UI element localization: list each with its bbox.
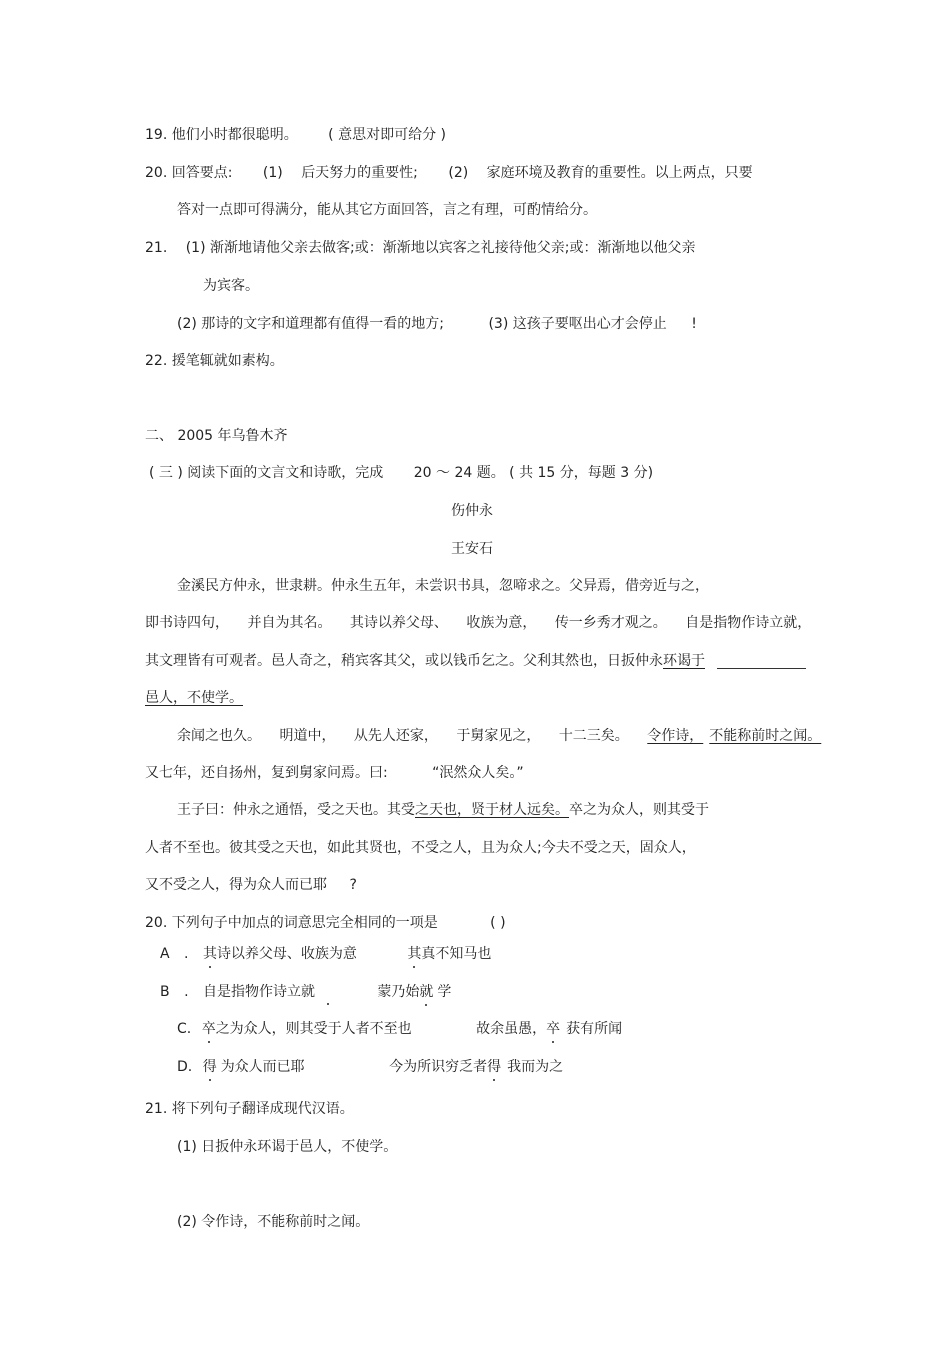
sentence-text: 之为众人，则其受于人者不至也	[215, 1021, 412, 1037]
sentence-text: 自是指物作诗立就	[202, 984, 315, 1000]
exclamation: !	[691, 316, 697, 332]
text-fragment: 自是指物作诗立就，	[685, 615, 812, 631]
option-b	[160, 983, 451, 1001]
text-fragment: 并自为其名。	[247, 615, 332, 631]
section-heading: 二、 2005 年乌鲁木齐	[145, 428, 288, 444]
passage-line: 金溪民方仲永，世隶耕。仲永生五年，未尝识书具，忽啼求之。父异焉，借旁近与之，	[177, 578, 709, 594]
sentence-text: 真不知马也	[421, 946, 492, 962]
text-fragment: 其诗以养父母、	[349, 615, 448, 631]
answer-20-cont: 答对一点即可得满分，能从其它方面回答，言之有理，可酌情给分。	[177, 202, 597, 218]
point-number: (1)	[185, 240, 206, 256]
answer-21-cont: 为宾客。	[203, 278, 259, 294]
text-fragment: 即书诗四句，	[145, 615, 229, 631]
passage-line	[177, 727, 821, 745]
passage-author: 王安石	[451, 541, 493, 557]
option-a	[160, 945, 491, 963]
text-fragment: 其文理皆有可观者。邑人奇之，稍宾客其父，或以钱币乞之。父利其然也，日扳仲永	[145, 653, 663, 669]
answer-22	[145, 352, 284, 370]
underlined-text: 邑人，不使学。	[145, 690, 243, 706]
question-21-item-1	[177, 1138, 397, 1156]
question-text: 下列句子中加点的词意思完全相同的一项是	[171, 915, 438, 931]
underlined-text: 环谒于	[663, 653, 705, 669]
text-fragment: 王子曰：仲永之通悟，受之天也。其受	[177, 802, 415, 818]
passage-line	[177, 801, 709, 819]
dotted-word: 得	[202, 1059, 217, 1075]
sentence-text: 蒙乃始	[377, 984, 420, 1000]
label-dot: .	[184, 984, 189, 1000]
item-number: 20.	[145, 165, 168, 181]
question-mark: ?	[349, 877, 357, 893]
passage-title: 伤仲永	[451, 503, 493, 519]
reading-instruction	[149, 464, 653, 482]
item-number: 19.	[145, 127, 168, 143]
question-21-stem	[145, 1100, 354, 1118]
item-number: 21.	[145, 1101, 168, 1117]
dotted-word: 其	[407, 946, 422, 962]
passage-line	[145, 876, 357, 894]
sentence-to-translate: 日扳仲永环谒于邑人，不使学。	[201, 1139, 398, 1155]
option-label: B	[160, 984, 170, 1000]
item-number: (1)	[177, 1139, 197, 1155]
text-fragment: 又七年，还自扬州，复到舅家问焉。曰:	[145, 765, 388, 781]
point-number: (2)	[448, 165, 469, 181]
answer-point: 渐渐地请他父亲去做客;或：渐渐地以宾客之礼接待他父亲;或：渐渐地以他父亲	[210, 240, 696, 256]
point-number: (2)	[177, 316, 197, 332]
point-number: (1)	[262, 165, 283, 181]
answer-point: 后天努力的重要性;	[301, 165, 418, 181]
option-label: C.	[177, 1021, 192, 1037]
label-dot: .	[184, 946, 189, 962]
text-fragment: 于舅家见之，	[456, 728, 541, 744]
passage-line	[145, 652, 705, 670]
underlined-text: 不能称前时之闻。	[709, 728, 822, 744]
question-text: 将下列句子翻译成现代汉语。	[171, 1101, 354, 1117]
instruction-text: 20 ～ 24 题。 ( 共 15 分，每题 3 分)	[413, 465, 654, 481]
passage-line	[145, 614, 811, 632]
sentence-text: 故余虽愚，	[476, 1021, 547, 1037]
answer-21	[145, 239, 695, 257]
sentence-text: 获有所闻	[566, 1021, 623, 1037]
text-fragment: 从先人还家，	[353, 728, 438, 744]
question-20-stem	[145, 914, 506, 932]
dotted-word: 就	[419, 984, 434, 1000]
underlined-text: 令作诗，	[647, 728, 704, 744]
sentence-text: 为众人而已耶	[220, 1059, 305, 1075]
text-fragment: 收族为意，	[466, 615, 537, 631]
item-number: (2)	[177, 1214, 197, 1230]
item-number: 22.	[145, 353, 168, 369]
answer-20	[145, 164, 753, 182]
dotted-word: 卒	[201, 1021, 216, 1037]
emphasis-dot	[327, 1003, 329, 1005]
underline-extension	[717, 668, 806, 669]
question-21-item-2	[177, 1213, 369, 1231]
dotted-word: 其	[202, 946, 217, 962]
answer-point: 家庭环境及教育的重要性。以上两点，只要	[486, 165, 753, 181]
answer-text: 他们小时都很聪明。	[171, 127, 298, 143]
sentence-text: 学	[437, 984, 452, 1000]
dotted-word: 得	[487, 1059, 502, 1075]
option-label: A	[160, 946, 170, 962]
quotation: “泯然众人矣。”	[432, 765, 524, 781]
answer-19	[145, 126, 446, 144]
passage-line: 人者不至也。彼其受之天也，如此其贤也，不受之人，且为众人;今夫不受之天，固众人，	[145, 840, 696, 856]
answer-point: 这孩子要呕出心才会停止	[512, 316, 667, 332]
item-number: 20.	[145, 915, 168, 931]
underlined-text: 之天也，贤于材人远矣。	[415, 802, 569, 818]
text-fragment: 十二三矣。	[558, 728, 629, 744]
passage-line	[145, 764, 524, 782]
answer-text: 援笔辄就如素构。	[171, 353, 284, 369]
point-number: (3)	[488, 316, 509, 332]
text-fragment: 余闻之也久。	[177, 728, 261, 744]
text-fragment: 明道中，	[279, 728, 336, 744]
sentence-to-translate: 令作诗，不能称前时之闻。	[201, 1214, 370, 1230]
text-fragment: 传一乡秀才观之。	[554, 615, 667, 631]
passage-line	[145, 689, 243, 707]
option-label: D.	[177, 1059, 193, 1075]
option-c	[177, 1020, 622, 1038]
sentence-text: 诗以养父母、收族为意	[216, 946, 357, 962]
answer-blank: ( )	[490, 915, 506, 931]
sentence-text: 今为所识穷乏者	[389, 1059, 488, 1075]
sentence-text: 我而为之	[507, 1059, 564, 1075]
instruction-text: ( 三 ) 阅读下面的文言文和诗歌，完成	[149, 465, 384, 481]
text-fragment: 又不受之人，得为众人而已耶	[145, 877, 327, 893]
answer-note: ( 意思对即可给分 )	[328, 127, 446, 143]
answer-21-line3	[177, 315, 697, 333]
answer-lead: 回答要点:	[171, 165, 233, 181]
text-fragment: 卒之为众人，则其受于	[569, 802, 709, 818]
option-d	[177, 1058, 563, 1076]
item-number: 21.	[145, 240, 168, 256]
dotted-word: 卒	[546, 1021, 561, 1037]
answer-point: 那诗的文字和道理都有值得一看的地方;	[201, 316, 445, 332]
